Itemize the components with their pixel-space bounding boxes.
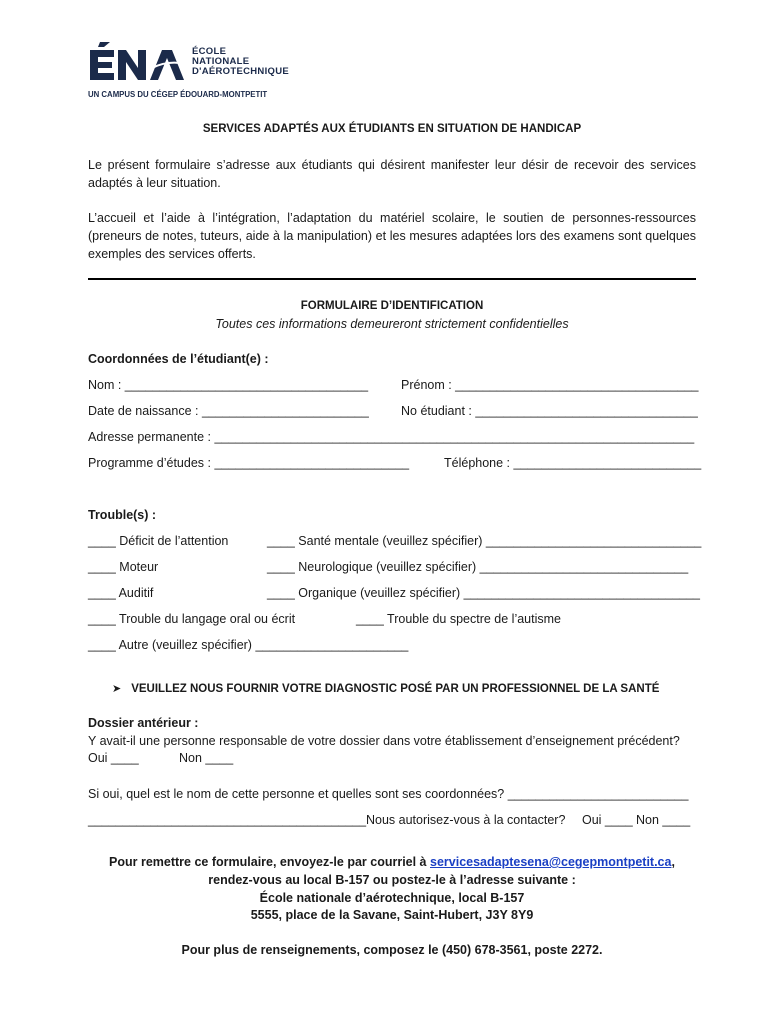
troubles-heading: Trouble(s) : — [88, 508, 157, 522]
arrow-bullet-icon: ➤ — [112, 683, 122, 695]
school-name — [192, 47, 289, 77]
trouble-neurologique[interactable]: ____ Neurologique (veuillez spécifier) ______________________________ — [267, 560, 689, 574]
footer-line-1-end: , — [671, 855, 675, 869]
section-divider — [88, 278, 696, 280]
diagnostic-notice-text: VEUILLEZ NOUS FOURNIR VOTRE DIAGNOSTIC POSÉ PAR UN PROFESSIONNEL DE LA SANTÉ — [131, 683, 660, 695]
footer-line-5: Pour plus de renseignements, composez le (450) 678-3561, poste 2272. — [181, 943, 603, 957]
no-etudiant-field[interactable]: No étudiant : ________________________________ — [401, 404, 698, 418]
telephone-field[interactable]: Téléphone : ___________________________ — [444, 456, 702, 470]
dossier-heading: Dossier antérieur : — [88, 716, 199, 730]
nom-field[interactable]: Nom : ___________________________________ — [88, 378, 369, 392]
footer-line-1 — [88, 855, 696, 869]
intro-paragraph-2: L’accueil et l’aide à l’intégration, l’adaptation du matériel scolaire, le soutien de personnes-ressources (preneurs de notes, tuteurs, aide à la manipulation) et les mesures adaptées lors des examens sont quelques exemples des services offerts. — [88, 211, 696, 261]
intro-paragraph-1: Le présent formulaire s’adresse aux étudiants qui désirent manifester leur désir de recevoir des services adaptés à leur situation. — [88, 158, 696, 190]
footer-line-1-text: Pour remettre ce formulaire, envoyez-le par courriel à — [109, 855, 430, 869]
ena-logo-icon — [88, 42, 188, 86]
document-title: SERVICES ADAPTÉS AUX ÉTUDIANTS EN SITUATION DE HANDICAP — [202, 123, 582, 135]
trouble-langage[interactable]: ____ Trouble du langage oral ou écrit — [88, 612, 296, 626]
form-subtitle: Toutes ces informations demeureront strictement confidentielles — [215, 317, 569, 331]
email-link[interactable]: servicesadaptesena@cegepmontpetit.ca — [430, 855, 672, 869]
contacter-non[interactable]: Non ____ — [636, 813, 691, 827]
trouble-sante-mentale[interactable]: ____ Santé mentale (veuillez spécifier) _______________________________ — [267, 534, 702, 548]
prenom-field[interactable]: Prénom : ___________________________________ — [401, 378, 699, 392]
footer-line-2: rendez-vous au local B-157 ou postez-le à l’adresse suivante : — [208, 873, 576, 887]
trouble-autre[interactable]: ____ Autre (veuillez spécifier) ______________________ — [88, 638, 409, 652]
school-name-line2: NATIONALE — [192, 56, 250, 67]
campus-tagline: UN CAMPUS DU CÉGEP ÉDOUARD-MONTPETIT — [88, 90, 268, 99]
trouble-attention[interactable]: ____ Déficit de l’attention — [88, 534, 229, 548]
coordonnees-blank-line[interactable]: ________________________________________ — [88, 813, 367, 827]
contacter-oui[interactable]: Oui ____ — [582, 813, 633, 827]
trouble-autisme[interactable]: ____ Trouble du spectre de l’autisme — [356, 612, 561, 626]
school-name-line3: D'AÉROTECHNIQUE — [192, 66, 290, 77]
diagnostic-notice — [112, 682, 659, 695]
footer-line-4: 5555, place de la Savane, Saint-Hubert, J3Y 8Y9 — [250, 908, 534, 922]
footer-line-3: École nationale d’aérotechnique, local B-157 — [259, 891, 525, 905]
coord-heading: Coordonnées de l’étudiant(e) : — [88, 352, 269, 366]
contacter-question: Nous autorisez-vous à la contacter? — [366, 813, 566, 827]
dossier-oui[interactable]: Oui ____ — [88, 751, 139, 765]
trouble-organique[interactable]: ____ Organique (veuillez spécifier) __________________________________ — [267, 586, 700, 600]
dossier-non[interactable]: Non ____ — [179, 751, 234, 765]
naissance-field[interactable]: Date de naissance : ________________________ — [88, 404, 369, 418]
form-title: FORMULAIRE D’IDENTIFICATION — [300, 300, 484, 312]
ena-logo — [88, 42, 288, 104]
trouble-auditif[interactable]: ____ Auditif — [88, 586, 154, 600]
dossier-question: Y avait-il une personne responsable de votre dossier dans votre établissement d’enseignement précédent? — [88, 734, 680, 748]
programme-field[interactable]: Programme d’études : ____________________________ — [88, 456, 410, 470]
si-oui-field[interactable]: Si oui, quel est le nom de cette personne et quelles sont ses coordonnées? __________________________ — [88, 787, 689, 801]
school-name-line1: ÉCOLE — [192, 46, 227, 57]
adresse-field[interactable]: Adresse permanente : _____________________________________________________________________ — [88, 430, 695, 444]
trouble-moteur[interactable]: ____ Moteur — [88, 560, 159, 574]
